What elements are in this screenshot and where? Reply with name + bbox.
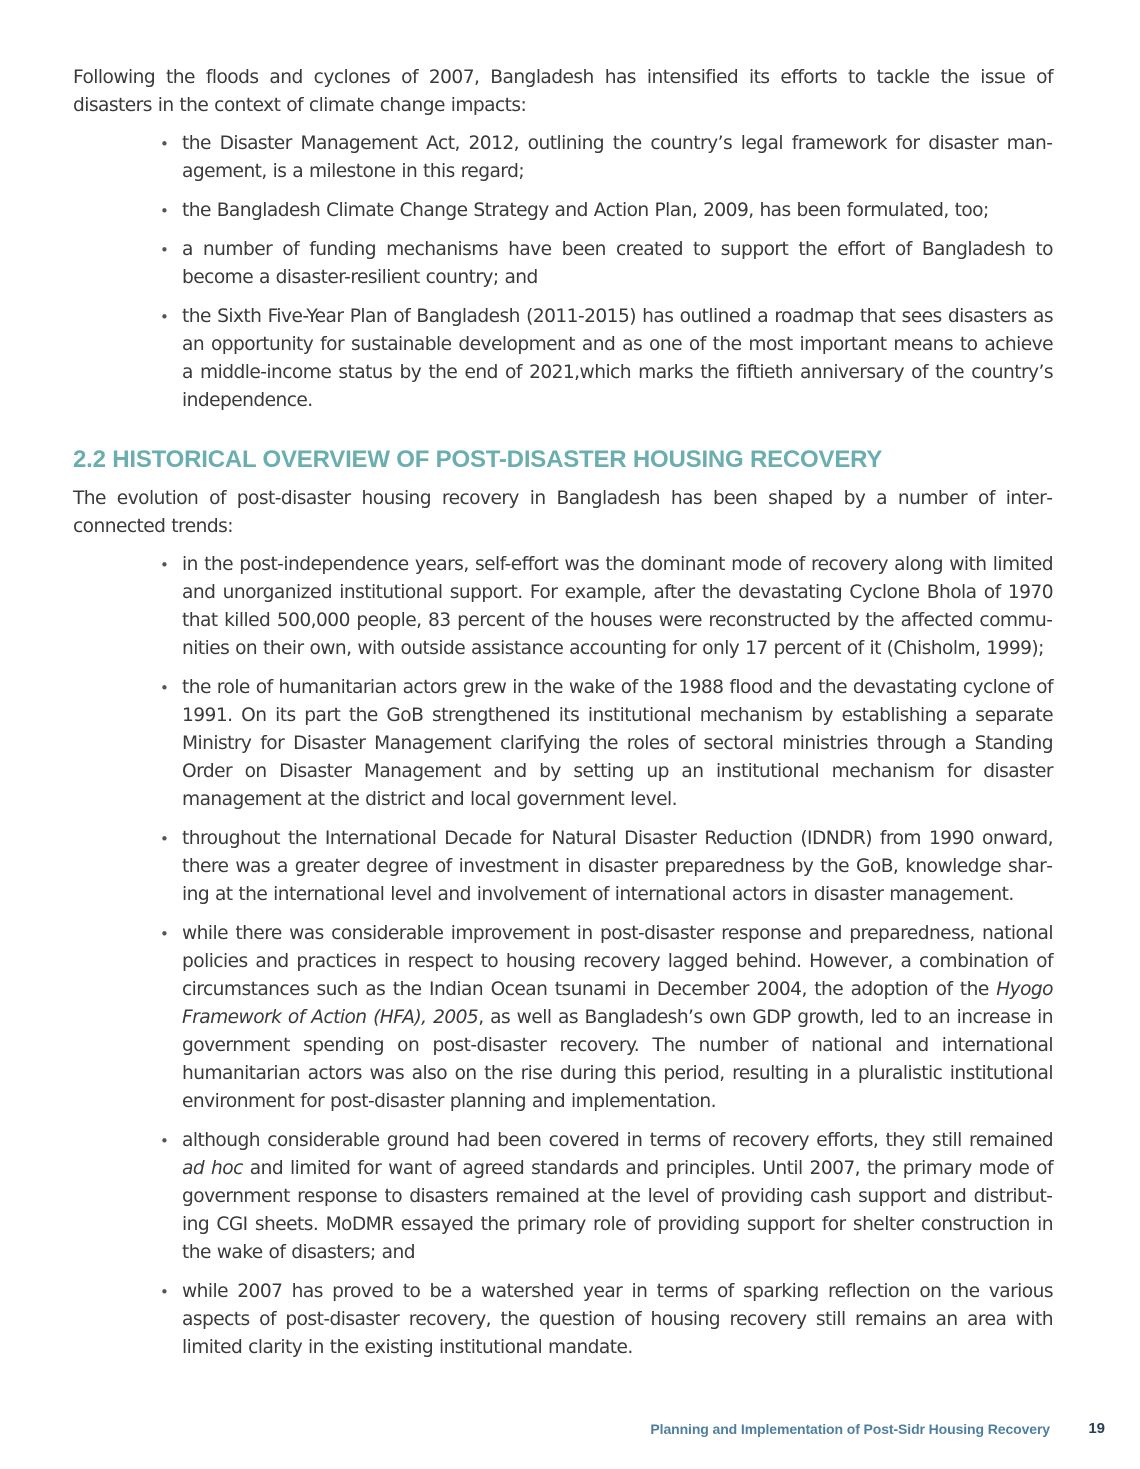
list-item bbox=[160, 130, 1053, 186]
bullet-icon: • bbox=[160, 556, 169, 574]
list-item-text-start: although considerable ground had been covered in terms of recovery efforts, they still remained bbox=[182, 1130, 1053, 1151]
list-item-text: in the post-independence years, self-effort was the dominant mode of recovery along with limited and unorganized institutional support. For example, after the devastating Cyclone Bhola of 1970 that killed 500,000 people, 83 percent of the houses were reconstructed by the affected communities on their own, with outside assistance accounting for only 17 percent of it (Chisholm, 1999); bbox=[182, 554, 1053, 659]
bullet-icon: • bbox=[160, 308, 169, 326]
bullet-icon: • bbox=[160, 925, 169, 943]
list-item-text: the Disaster Management Act, 2012, outlining the country’s legal framework for disaster management, is a milestone in this regard; bbox=[182, 133, 1053, 182]
section-paragraph: The evolution of post-disaster housing recovery in Bangladesh has been shaped by a number of interconnected trends: bbox=[73, 488, 1053, 537]
list-item-text-end: and limited for want of agreed standards and principles. Until 2007, the primary mode of government response to disasters remained at the level of providing cash support and distributing CGI sheets. MoDMR essayed the primary role of providing support for shelter construction in the wake of disasters; and bbox=[182, 1158, 1053, 1263]
intro-bullet-list bbox=[73, 130, 1053, 415]
bullet-icon: • bbox=[160, 1132, 169, 1150]
footer-title: Planning and Implementation of Post-Sidr Housing Recovery bbox=[650, 1421, 1050, 1437]
bullet-icon: • bbox=[160, 830, 169, 848]
italic-term: ad hoc bbox=[182, 1158, 243, 1179]
bullet-icon: • bbox=[160, 241, 169, 259]
bullet-icon: • bbox=[160, 1283, 169, 1301]
bullet-icon: • bbox=[160, 135, 169, 153]
list-item-text: the Bangladesh Climate Change Strategy and Action Plan, 2009, has been formulated, too; bbox=[182, 200, 989, 221]
list-item-text: the Sixth Five-Year Plan of Bangladesh (2011-2015) has outlined a roadmap that sees disasters as an opportunity for sustainable development and as one of the most important means to achieve a middle-income status by the end of 2021,which marks the fiftieth anniversary of the country’s independence. bbox=[182, 306, 1053, 411]
list-item-text: the role of humanitarian actors grew in the wake of the 1988 flood and the devastating cyclone of 1991. On its part the GoB strengthened its institutional mechanism by establishing a separate Ministry for Disaster Management clarifying the roles of sectoral ministries through a Standing Order on Disaster Management and by setting up an institutional mechanism for disaster management at the district and local government level. bbox=[182, 677, 1053, 810]
list-item-text: throughout the International Decade for Natural Disaster Reduction (IDNDR) from 1990 onward, there was a greater degree of investment in disaster preparedness by the GoB, knowledge sharing at the international level and involvement of international actors in disaster management. bbox=[182, 828, 1053, 905]
section-bullet-list bbox=[73, 551, 1053, 1362]
italic-reference: Hyogo Framework of Action (HFA), 2005 bbox=[182, 979, 1053, 1028]
list-item bbox=[160, 1278, 1053, 1362]
intro-paragraph: Following the floods and cyclones of 2007, Bangladesh has intensified its efforts to tackle the issue of disasters in the context of climate change impacts: bbox=[73, 67, 1053, 116]
bullet-icon: • bbox=[160, 202, 169, 220]
page-number: 19 bbox=[1088, 1420, 1105, 1437]
list-item-text: a number of funding mechanisms have been created to support the effort of Bangladesh to become a disaster-resilient country; and bbox=[182, 239, 1053, 288]
page-content bbox=[73, 64, 1053, 1373]
section-heading: 2.2 HISTORICAL OVERVIEW OF POST-DISASTER HOUSING RECOVERY bbox=[73, 446, 883, 473]
list-item bbox=[160, 551, 1053, 663]
list-item-text-start: while there was considerable improvement in post-disaster response and preparedness, national policies and practices in respect to housing recovery lagged behind. However, a combination of circumstances such as the Indian Ocean tsunami in December 2004, the adoption of the bbox=[182, 923, 1053, 1000]
list-item-text: while 2007 has proved to be a watershed year in terms of sparking reflection on the various aspects of post-disaster recovery, the question of housing recovery still remains an area with limited clarity in the existing institutional mandate. bbox=[182, 1281, 1053, 1358]
list-item bbox=[160, 825, 1053, 909]
bullet-icon: • bbox=[160, 679, 169, 697]
list-item bbox=[160, 674, 1053, 814]
list-item bbox=[160, 303, 1053, 415]
list-item bbox=[160, 920, 1053, 1116]
list-item bbox=[160, 236, 1053, 292]
list-item bbox=[160, 197, 1053, 225]
list-item-text-end: , as well as Bangladesh’s own GDP growth, led to an increase in government spending on post-disaster recovery. The number of national and international humanitarian actors was also on the rise during this period, resulting in a pluralistic institutional environment for post-disaster planning and implementation. bbox=[182, 1007, 1053, 1112]
list-item bbox=[160, 1127, 1053, 1267]
page-footer bbox=[0, 1421, 1140, 1445]
